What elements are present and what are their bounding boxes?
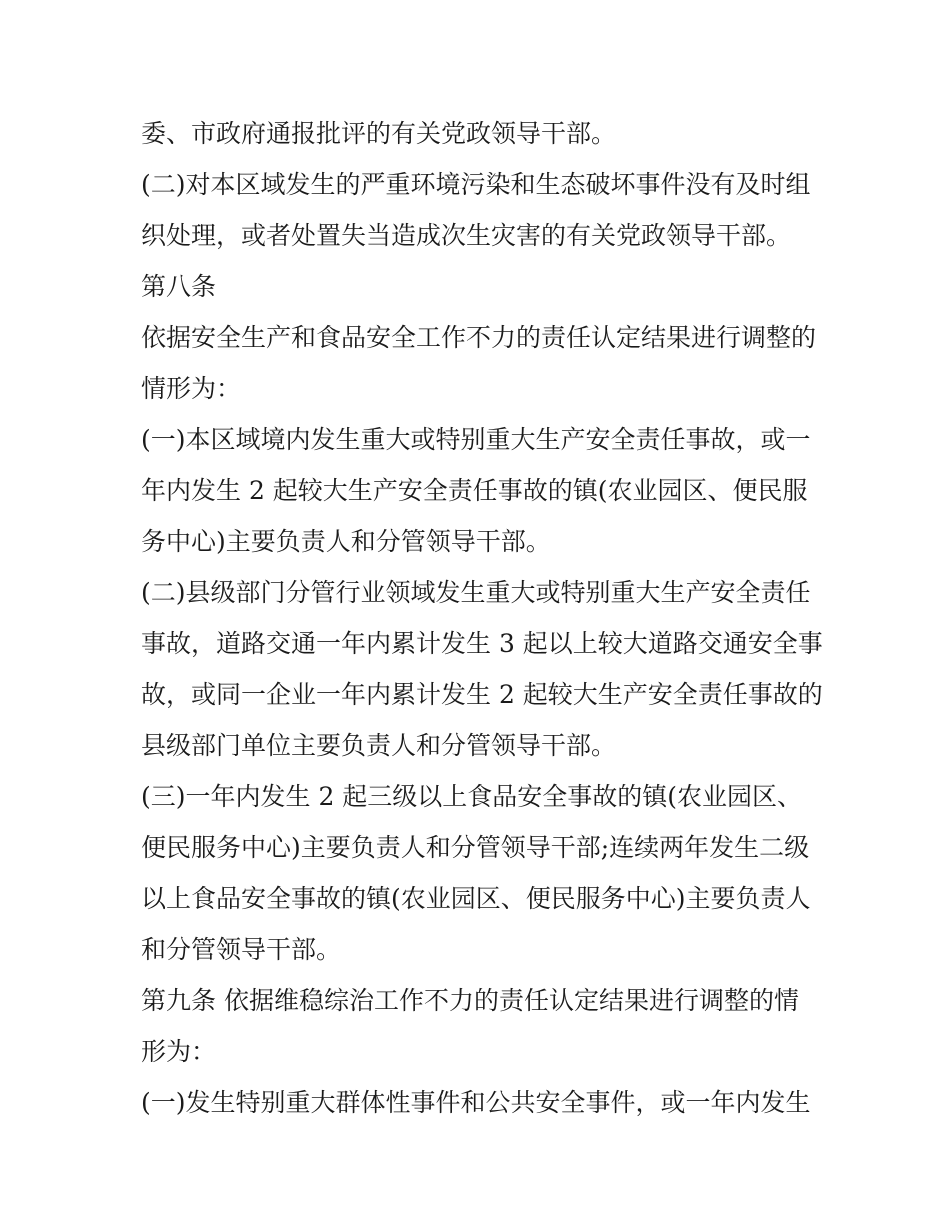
- text-line: 形为：: [141, 1037, 217, 1066]
- text-line: (一)发生特别重大群体性事件和公共安全事件，或一年内发生: [141, 1088, 811, 1117]
- text-line: 和分管领导干部。: [141, 935, 342, 964]
- document-body: [141, 108, 821, 1128]
- text-line: 县级部门单位主要负责人和分管领导干部。: [141, 731, 617, 760]
- text-line: 以上食品安全事故的镇(农业园区、便民服务中心)主要负责人: [141, 884, 811, 913]
- article-heading: 第八条: [141, 272, 217, 301]
- text-line: 务中心)主要负责人和分管领导干部。: [141, 527, 551, 556]
- text-line: 委、市政府通报批评的有关党政领导干部。: [141, 119, 617, 148]
- text-line: 年内发生 2 起较大生产安全责任事故的镇(农业园区、便民服: [141, 476, 808, 505]
- text-line: 第九条 依据维稳综治工作不力的责任认定结果进行调整的情: [141, 986, 799, 1015]
- text-line: 情形为：: [141, 374, 242, 403]
- text-line: (三)一年内发生 2 起三级以上食品安全事故的镇(农业园区、: [141, 782, 803, 811]
- text-line: 故，或同一企业一年内累计发生 2 起较大生产安全责任事故的: [141, 680, 823, 709]
- text-line: 便民服务中心)主要负责人和分管领导干部;连续两年发生二级: [141, 833, 810, 862]
- text-line: 织处理，或者处置失当造成次生灾害的有关党政领导干部。: [141, 221, 792, 250]
- text-line: (一)本区域境内发生重大或特别重大生产安全责任事故，或一: [141, 425, 811, 454]
- text-line: 事故，道路交通一年内累计发生 3 起以上较大道路交通安全事: [141, 629, 823, 658]
- text-line: 依据安全生产和食品安全工作不力的责任认定结果进行调整的: [141, 323, 817, 352]
- text-line: (二)县级部门分管行业领域发生重大或特别重大生产安全责任: [141, 578, 811, 607]
- text-line: (二)对本区域发生的严重环境污染和生态破坏事件没有及时组: [141, 170, 811, 199]
